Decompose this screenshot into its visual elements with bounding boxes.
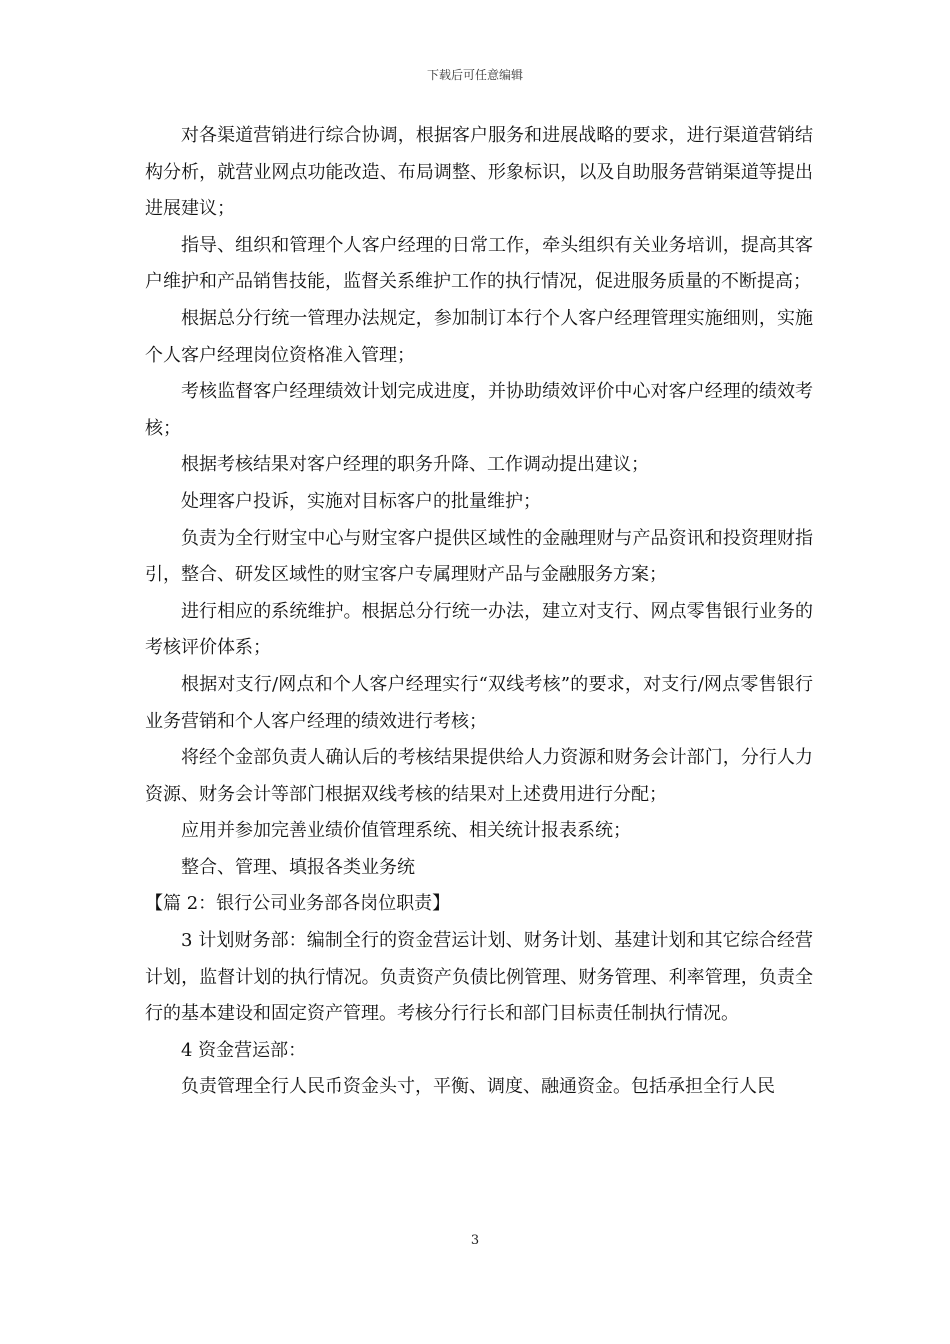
paragraph: 应用并参加完善业绩价值管理系统、相关统计报表系统； [181,820,631,842]
section-heading: 【篇 2：银行公司业务部各岗位职责】 [145,893,451,915]
paragraph: 整合、管理、填报各类业务统 [181,856,415,878]
paragraph: 处理客户投诉，实施对目标客户的批量维护； [181,490,541,512]
paragraph: 进行相应的系统维护。根据总分行统一办法，建立对支行、网点零售银行业务的考核评价体系； [145,600,813,659]
paragraph: 根据考核结果对客户经理的职务升降、工作调动提出建议； [181,454,649,476]
paragraph: 3 计划财务部：编制全行的资金营运计划、财务计划、基建计划和其它综合经营计划，监督计划的执行情况。负责资产负债比例管理、财务管理、利率管理，负责全行的基本建设和固定资产管理。考核分行行长和部门目标责任制执行情况。 [145,930,813,1025]
paragraph: 考核监督客户经理绩效计划完成进度，并协助绩效评价中心对客户经理的绩效考核； [145,381,813,439]
page-number: 3 [470,1233,480,1248]
paragraph: 根据总分行统一管理办法规定，参加制订本行个人客户经理管理实施细则，实施个人客户经理岗位资格准入管理； [145,307,813,366]
paragraph: 负责为全行财宝中心与财宝客户提供区域性的金融理财与产品资讯和投资理财指引，整合、研发区域性的财宝客户专属理财产品与金融服务方案； [145,527,813,586]
document-body [145,118,813,1106]
paragraph: 4 资金营运部： [181,1039,307,1061]
paragraph: 将经个金部负责人确认后的考核结果提供给人力资源和财务会计部门，分行人力资源、财务会计等部门根据双线考核的结果对上述费用进行分配； [145,747,813,805]
paragraph: 指导、组织和管理个人客户经理的日常工作，牵头组织有关业务培训，提高其客户维护和产品销售技能，监督关系维护工作的执行情况，促进服务质量的不断提高； [145,234,813,293]
paragraph: 根据对支行/网点和个人客户经理实行“双线考核”的要求，对支行/网点零售银行业务营销和个人客户经理的绩效进行考核； [145,673,813,732]
paragraph: 对各渠道营销进行综合协调，根据客户服务和进展战略的要求，进行渠道营销结构分析，就营业网点功能改造、布局调整、形象标识，以及自助服务营销渠道等提出进展建议； [145,125,813,220]
paragraph: 负责管理全行人民币资金头寸，平衡、调度、融通资金。包括承担全行人民 [181,1076,775,1098]
page-header: 下载后可任意编辑 [426,68,523,82]
